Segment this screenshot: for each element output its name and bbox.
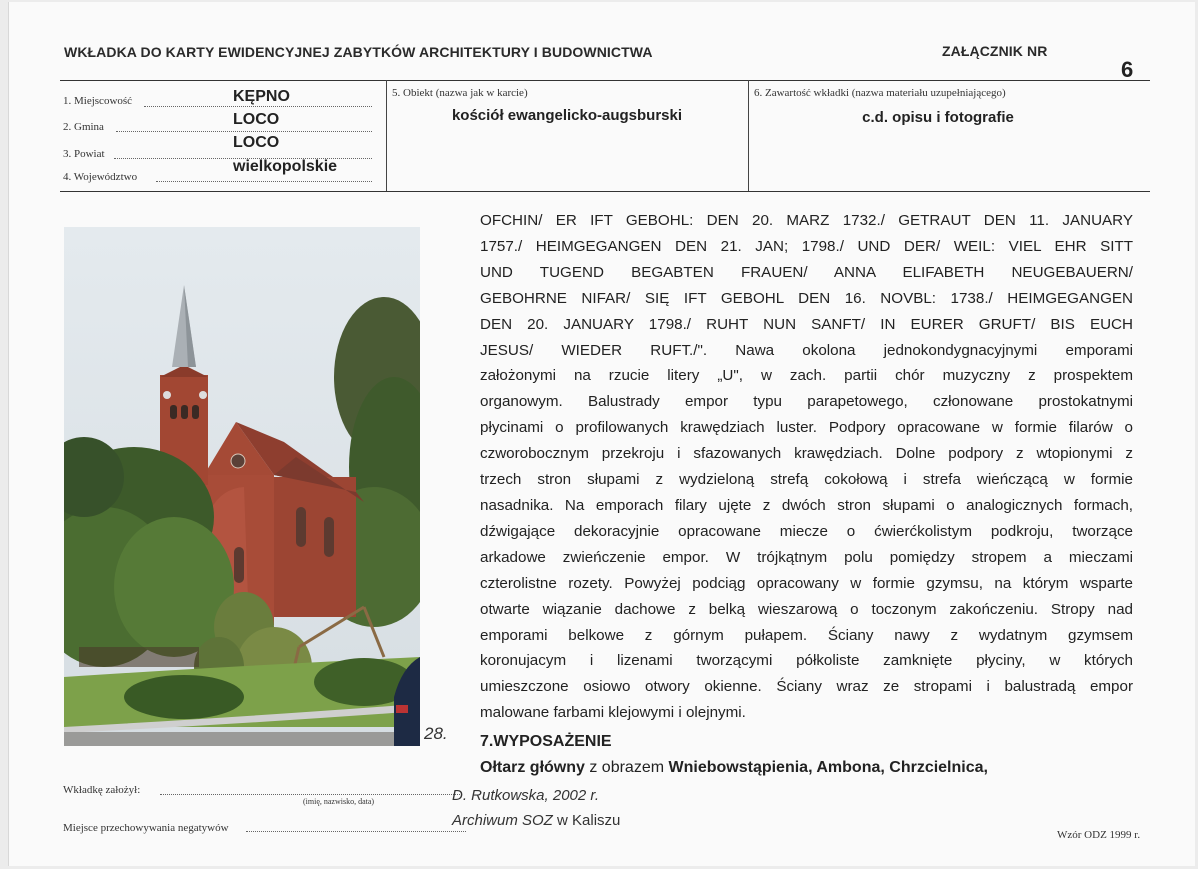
section-7-line	[480, 759, 988, 777]
author-label: Wkładkę założył:	[63, 784, 141, 796]
author-dotted-line	[160, 794, 460, 795]
equipment-connector: z obrazem	[584, 759, 669, 776]
description-line: trzech stron słupami z wydzieloną strefą cokołową i strefa wieńczącą w formie	[480, 471, 1133, 489]
description-line: DEN 20. JANUARY 1798./ RUHT NUN SANFT/ IN EURER GRUFT/ BIS EUCH	[480, 315, 1133, 333]
description-line: GEBOHRNE NIFAR/ SIĘ IFT GEBOHL DEN 16. NOVBL: 1738./ HEIMGEGANGEN	[480, 289, 1133, 307]
author-sublabel: (imię, nazwisko, data)	[303, 797, 375, 806]
header-bottom-rule	[60, 191, 1150, 192]
object-value: kościół ewangelicko-augsburski	[451, 107, 683, 124]
gmina-value: LOCO	[233, 111, 280, 128]
wojewodztwo-dotted-line	[156, 181, 372, 182]
column-divider-2	[748, 80, 749, 191]
annex-number: 6	[1121, 57, 1134, 82]
section-7-heading: 7.WYPOSAŻENIE	[480, 733, 612, 750]
equipment-item-main-altar: Ołtarz główny	[480, 759, 585, 776]
miejscowosc-value: KĘPNO	[233, 88, 290, 105]
description-line: organowym. Balustrady empor typu parapetowego, członowane prostokatnymi	[480, 393, 1133, 411]
description-line: czworobocznym przekroju i sfazowanych krawędziach. Dolne podpory z wtopionymi z	[480, 445, 1133, 463]
description-line: OFCHIN/ ER IFT GEBOHL: DEN 20. MARZ 1732./ GETRAUT DEN 11. JANUARY	[480, 212, 1133, 229]
wojewodztwo-label: 4. Województwo	[63, 171, 138, 183]
negatives-value-archive: Archiwum SOZ	[452, 812, 553, 829]
description-line: założonymi na rzucie litery „U", w zach. partii chór muzyczny z prospektem	[480, 367, 1133, 385]
church-photo	[64, 227, 420, 746]
description-line: JESUS/ WIEDER RUFT./". Nawa okolona jednokondygnacyjnymi emporami	[480, 341, 1133, 359]
description-line: otwarte wiązanie dachowe z belką wieszarową o toczonym zakończeniu. Stropy nad	[480, 600, 1133, 618]
gmina-label: 2. Gmina	[63, 121, 104, 133]
photo-number: 28.	[424, 724, 448, 743]
column-divider-1	[386, 80, 387, 191]
description-line: 1757./ HEIMGEGANGEN DEN 21. JAN; 1798./ UND DER/ WEIL: VIEL EHR SITT	[480, 237, 1133, 255]
document-title: WKŁADKA DO KARTY EWIDENCYJNEJ ZABYTKÓW ARCHITEKTURY I BUDOWNICTWA	[64, 44, 653, 60]
description-text	[480, 208, 1133, 726]
wojewodztwo-value: wielkopolskie	[233, 158, 338, 175]
miejscowosc-dotted-line	[144, 106, 372, 107]
negatives-dotted-line	[246, 831, 466, 832]
description-line: dźwigające dekoracyjnie opracowane miecze o ćwierćkolistym podkroju, tworzące	[480, 522, 1133, 540]
description-line: emporami belkowe z górnym pułapem. Ściany nawy z wydatnym gzymsem	[480, 626, 1133, 644]
negatives-value-city: w Kaliszu	[552, 812, 621, 829]
equipment-items-rest: Wniebowstąpienia, Ambona, Chrzcielnica,	[668, 759, 988, 776]
header-top-rule	[60, 80, 1150, 81]
description-line: UND TUGEND BEGABTEN FRAUEN/ ANNA ELIFABETH NEUGEBAUERN/	[480, 263, 1133, 281]
description-line: nasadnika. Na emporach filary ujęte z dwóch stron słupami o analogicznych formach,	[480, 496, 1133, 514]
description-line: czterolistne rozety. Powyżej podciąg opracowany w formie gzymsu, na którym wsparte	[480, 574, 1133, 592]
contents-label: 6. Zawartość wkładki (nazwa materiału uzupełniającego)	[754, 87, 1006, 99]
annex-label: ZAŁĄCZNIK NR	[942, 43, 1048, 59]
description-line: koronujacym i lizenami tworzącymi półkoliste zamknięte płyciny, w których	[480, 652, 1133, 670]
miejscowosc-label: 1. Miejscowość	[63, 95, 133, 107]
powiat-label: 3. Powiat	[63, 148, 105, 160]
gmina-dotted-line	[116, 131, 372, 132]
description-line: malowane farbami klejowymi i olejnymi.	[480, 704, 746, 722]
powiat-value: LOCO	[233, 134, 280, 151]
form-reference: Wzór ODZ 1999 r.	[1057, 829, 1141, 841]
contents-value: c.d. opisu i fotografie	[862, 109, 1014, 126]
description-line: arkadowe zwieńczenie empor. W trójkątnym polu pomiędzy stropem a mieczami	[480, 548, 1133, 566]
description-line: umieszczone osiowo otwory okienne. Ściany wraz ze stropami i balustradą empor	[480, 678, 1133, 696]
negatives-value	[452, 812, 620, 829]
object-label: 5. Obiekt (nazwa jak w karcie)	[392, 87, 528, 99]
author-value: D. Rutkowska, 2002 r.	[452, 787, 600, 804]
negatives-label: Miejsce przechowywania negatywów	[63, 822, 229, 834]
description-line: płycinami o profilowanych krawędziach luster. Podpory opracowane w formie filarów o	[480, 419, 1133, 437]
